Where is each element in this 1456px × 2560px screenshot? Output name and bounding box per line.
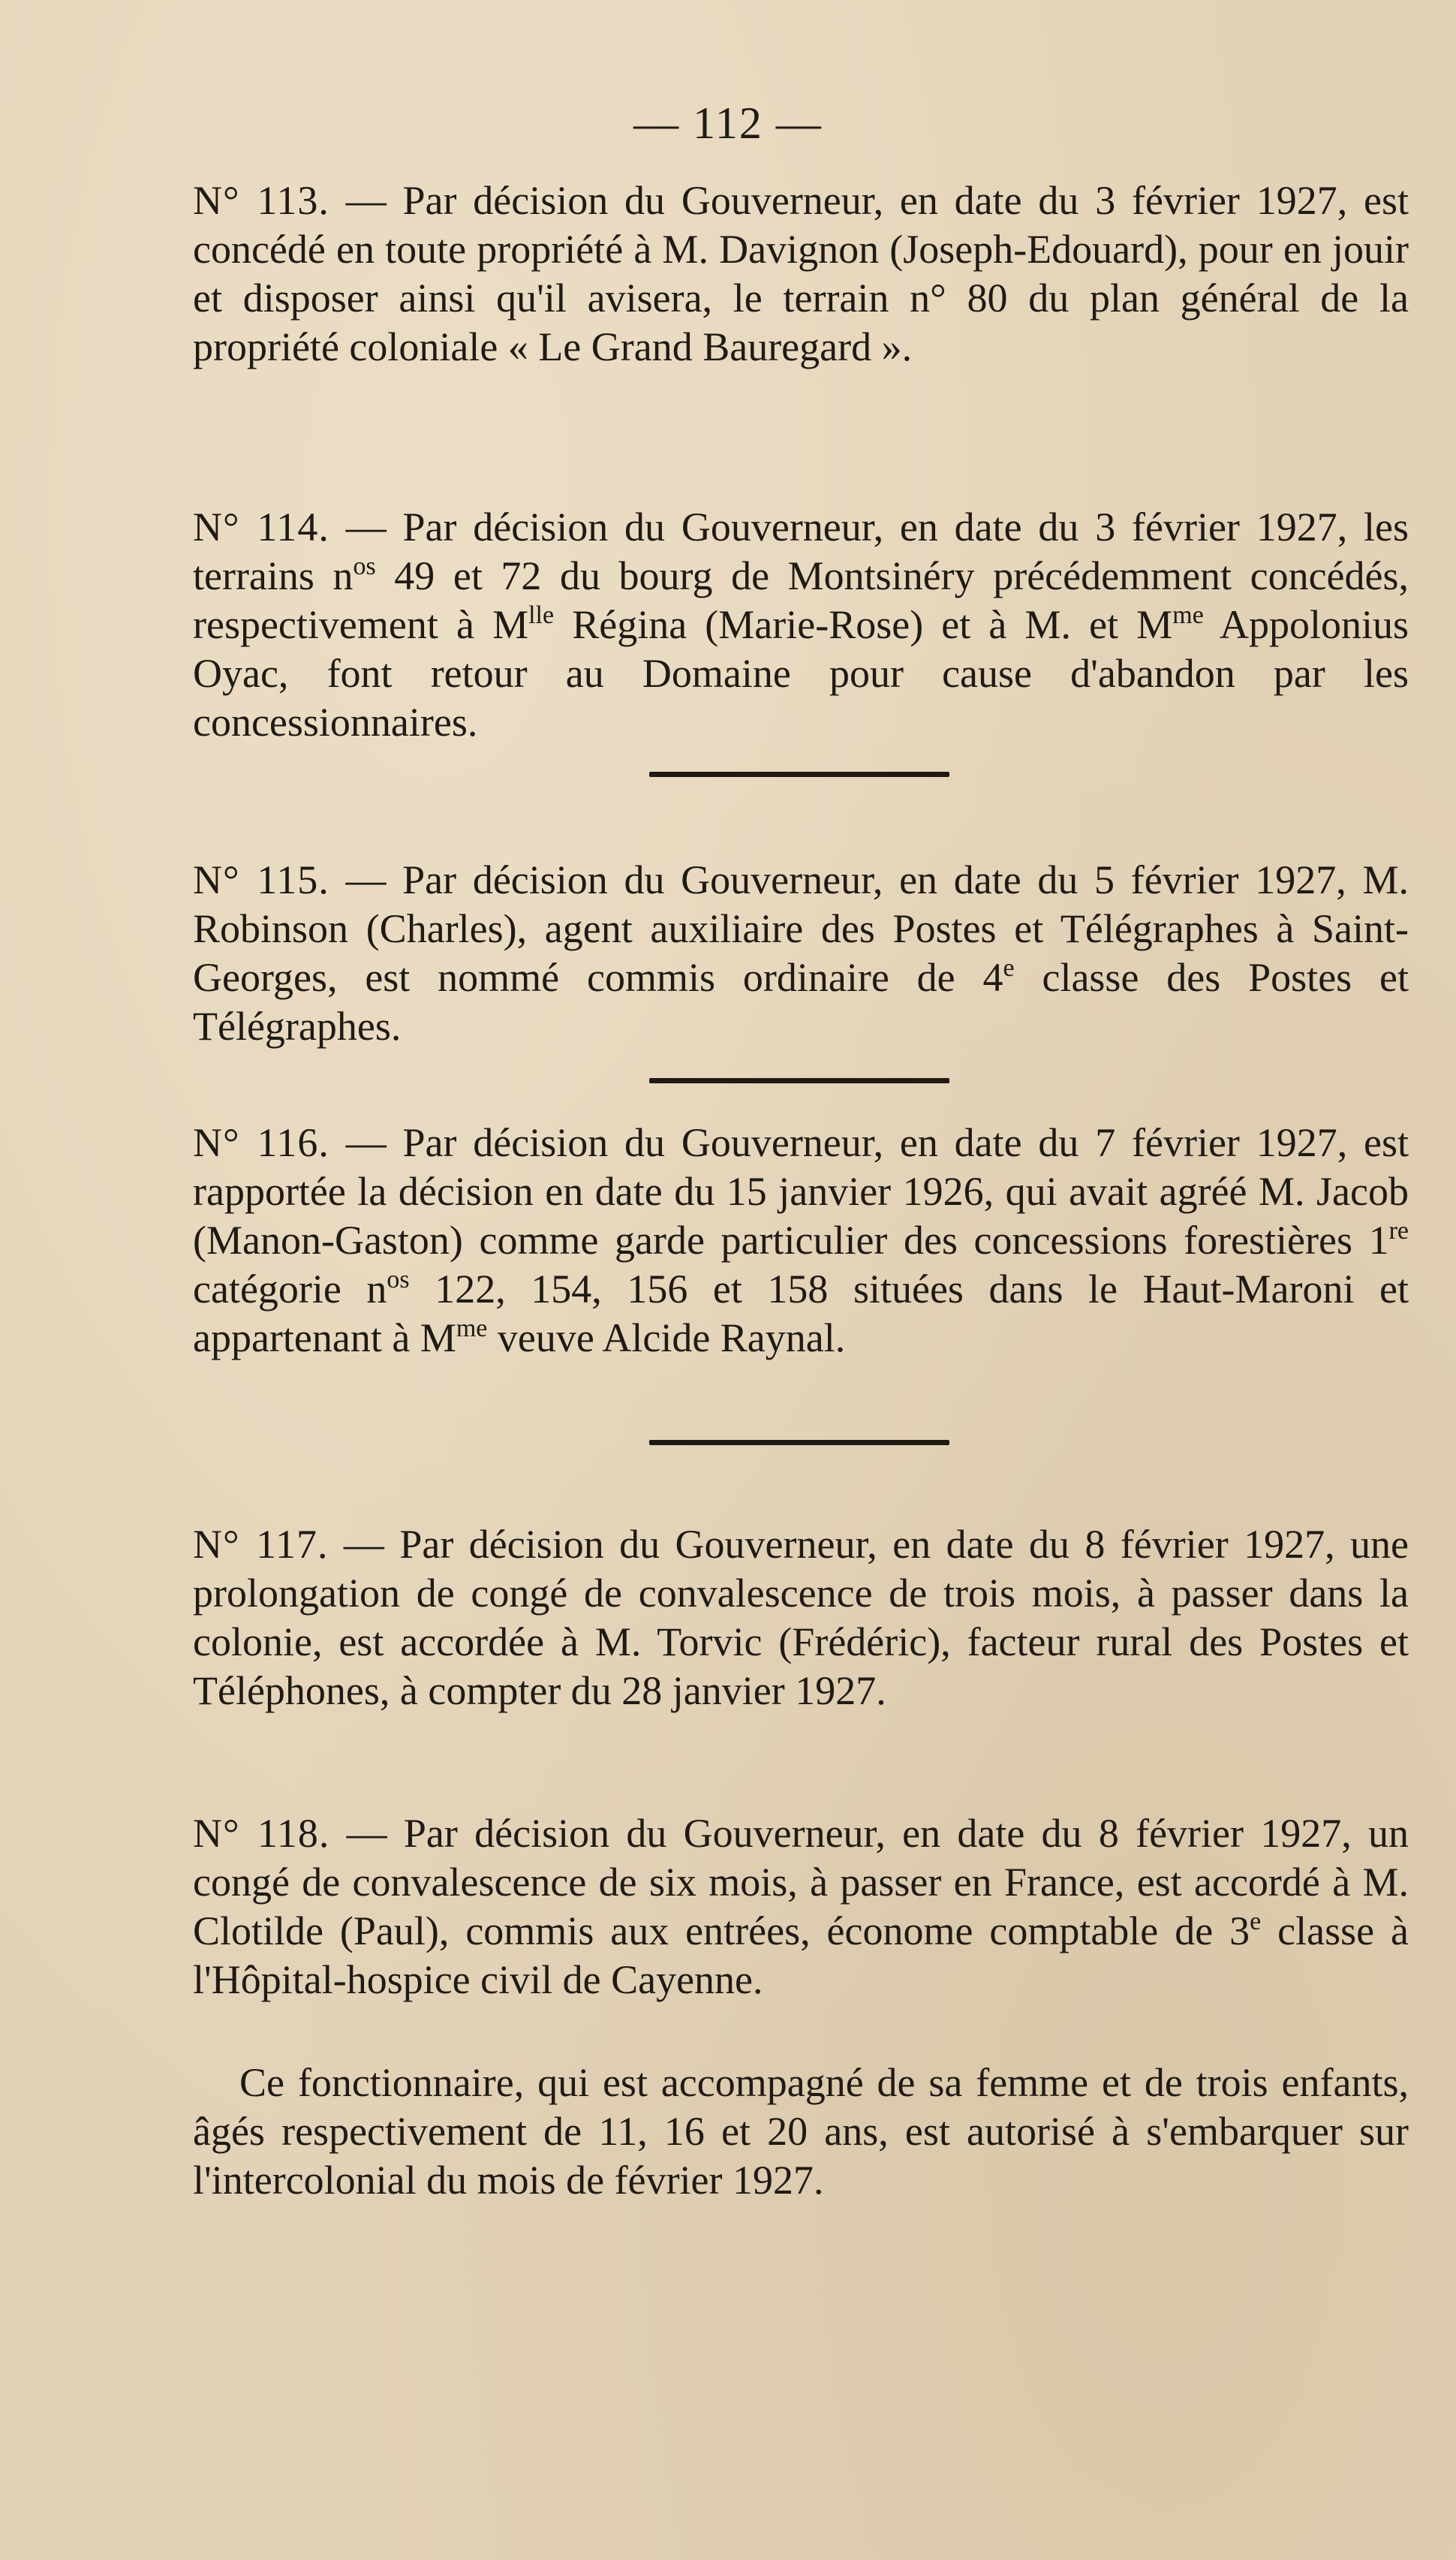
entry-text: 49 et 72 du bourg de Montsinéry précédemment concédés, respectivement à M [193,553,1409,647]
superscript: me [456,1315,488,1342]
entry-text: — Par décision du Gouverneur, en date du 8 février 1927, un congé de convalescence de six mois, à passer en France, est accordé à M. Clotilde (Paul), commis aux entrées, économe comptable de 3 [193,1811,1409,1953]
superscript: os [353,553,376,580]
entry-text: — Par décision du Gouverneur, en date du 7 février 1927, est rapportée la décision en date du 15 janvier 1926, qui avait agréé M. Jacob (Manon-Gaston) comme garde particulier des concessions forestières 1 [193,1120,1409,1263]
entry-text: catégorie n [193,1266,387,1312]
entry-number: N° 114. [193,504,329,550]
entry-114 [193,503,1409,747]
superscript: e [1003,954,1015,982]
superscript: me [1172,601,1204,629]
separator-rule [649,772,949,777]
entry-text: — Par décision du Gouverneur, en date du 5 février 1927, M. Robinson (Charles), agent auxiliaire des Postes et Télégraphes à Saint-Georges, est nommé commis ordinaire de 4 [193,857,1409,1000]
separator-rule [649,1078,949,1083]
entry-number: N° 118. [193,1811,330,1856]
entry-115 [193,856,1409,1051]
superscript: lle [528,601,555,629]
entry-text: classe des Postes et Télégraphes. [193,955,1409,1049]
entry-text: Régina (Marie-Rose) et à M. et M [554,602,1173,647]
entry-text: veuve Alcide Raynal. [487,1315,846,1360]
entry-number: N° 115. [193,857,329,902]
separator-rule [649,1440,949,1445]
entry-118-second-paragraph: Ce fonctionnaire, qui est accompagné de sa femme et de trois enfants, âgés respectivement de 11, 16 et 20 ans, est autorisé à s'embarquer sur l'intercolonial du mois de février 1927. [193,2060,1409,2203]
entry-number: N° 117. [193,1522,329,1567]
entry-117 [193,1520,1409,1715]
entry-text: — Par décision du Gouverneur, en date du 3 février 1927, les terrains n [193,504,1409,598]
entry-113 [193,176,1409,372]
entry-number: N° 113. [193,178,329,223]
entry-text: — Par décision du Gouverneur, en date du 3 février 1927, est concédé en toute propriété à M. Davignon (Joseph-Edouard), pour en jouir et disposer ainsi qu'il avisera, le terrain n° 80 du plan général de la propriété coloniale « Le Grand Bauregard ». [193,178,1409,369]
entry-text: classe à l'Hôpital-hospice civil de Cayenne. [193,1908,1409,2002]
page-number: — 112 — [633,98,823,148]
entry-text: — Par décision du Gouverneur, en date du 8 février 1927, une prolongation de congé de convalescence de trois mois, à passer dans la colonie, est accordée à M. Torvic (Frédéric), facteur rural des Postes et Téléphones, à compter du 28 janvier 1927. [193,1522,1409,1713]
entry-116 [193,1119,1409,1363]
entry-118 [193,1809,1409,2004]
entry-text: Appolonius Oyac, font retour au Domaine pour cause d'abandon par les concessionnaires. [193,602,1409,745]
superscript: re [1388,1217,1409,1245]
entry-text: 122, 154, 156 et 158 situées dans le Haut-Maroni et appartenant à M [193,1266,1409,1360]
superscript: os [387,1266,410,1294]
superscript: e [1250,1908,1262,1935]
entry-number: N° 116. [193,1120,329,1165]
